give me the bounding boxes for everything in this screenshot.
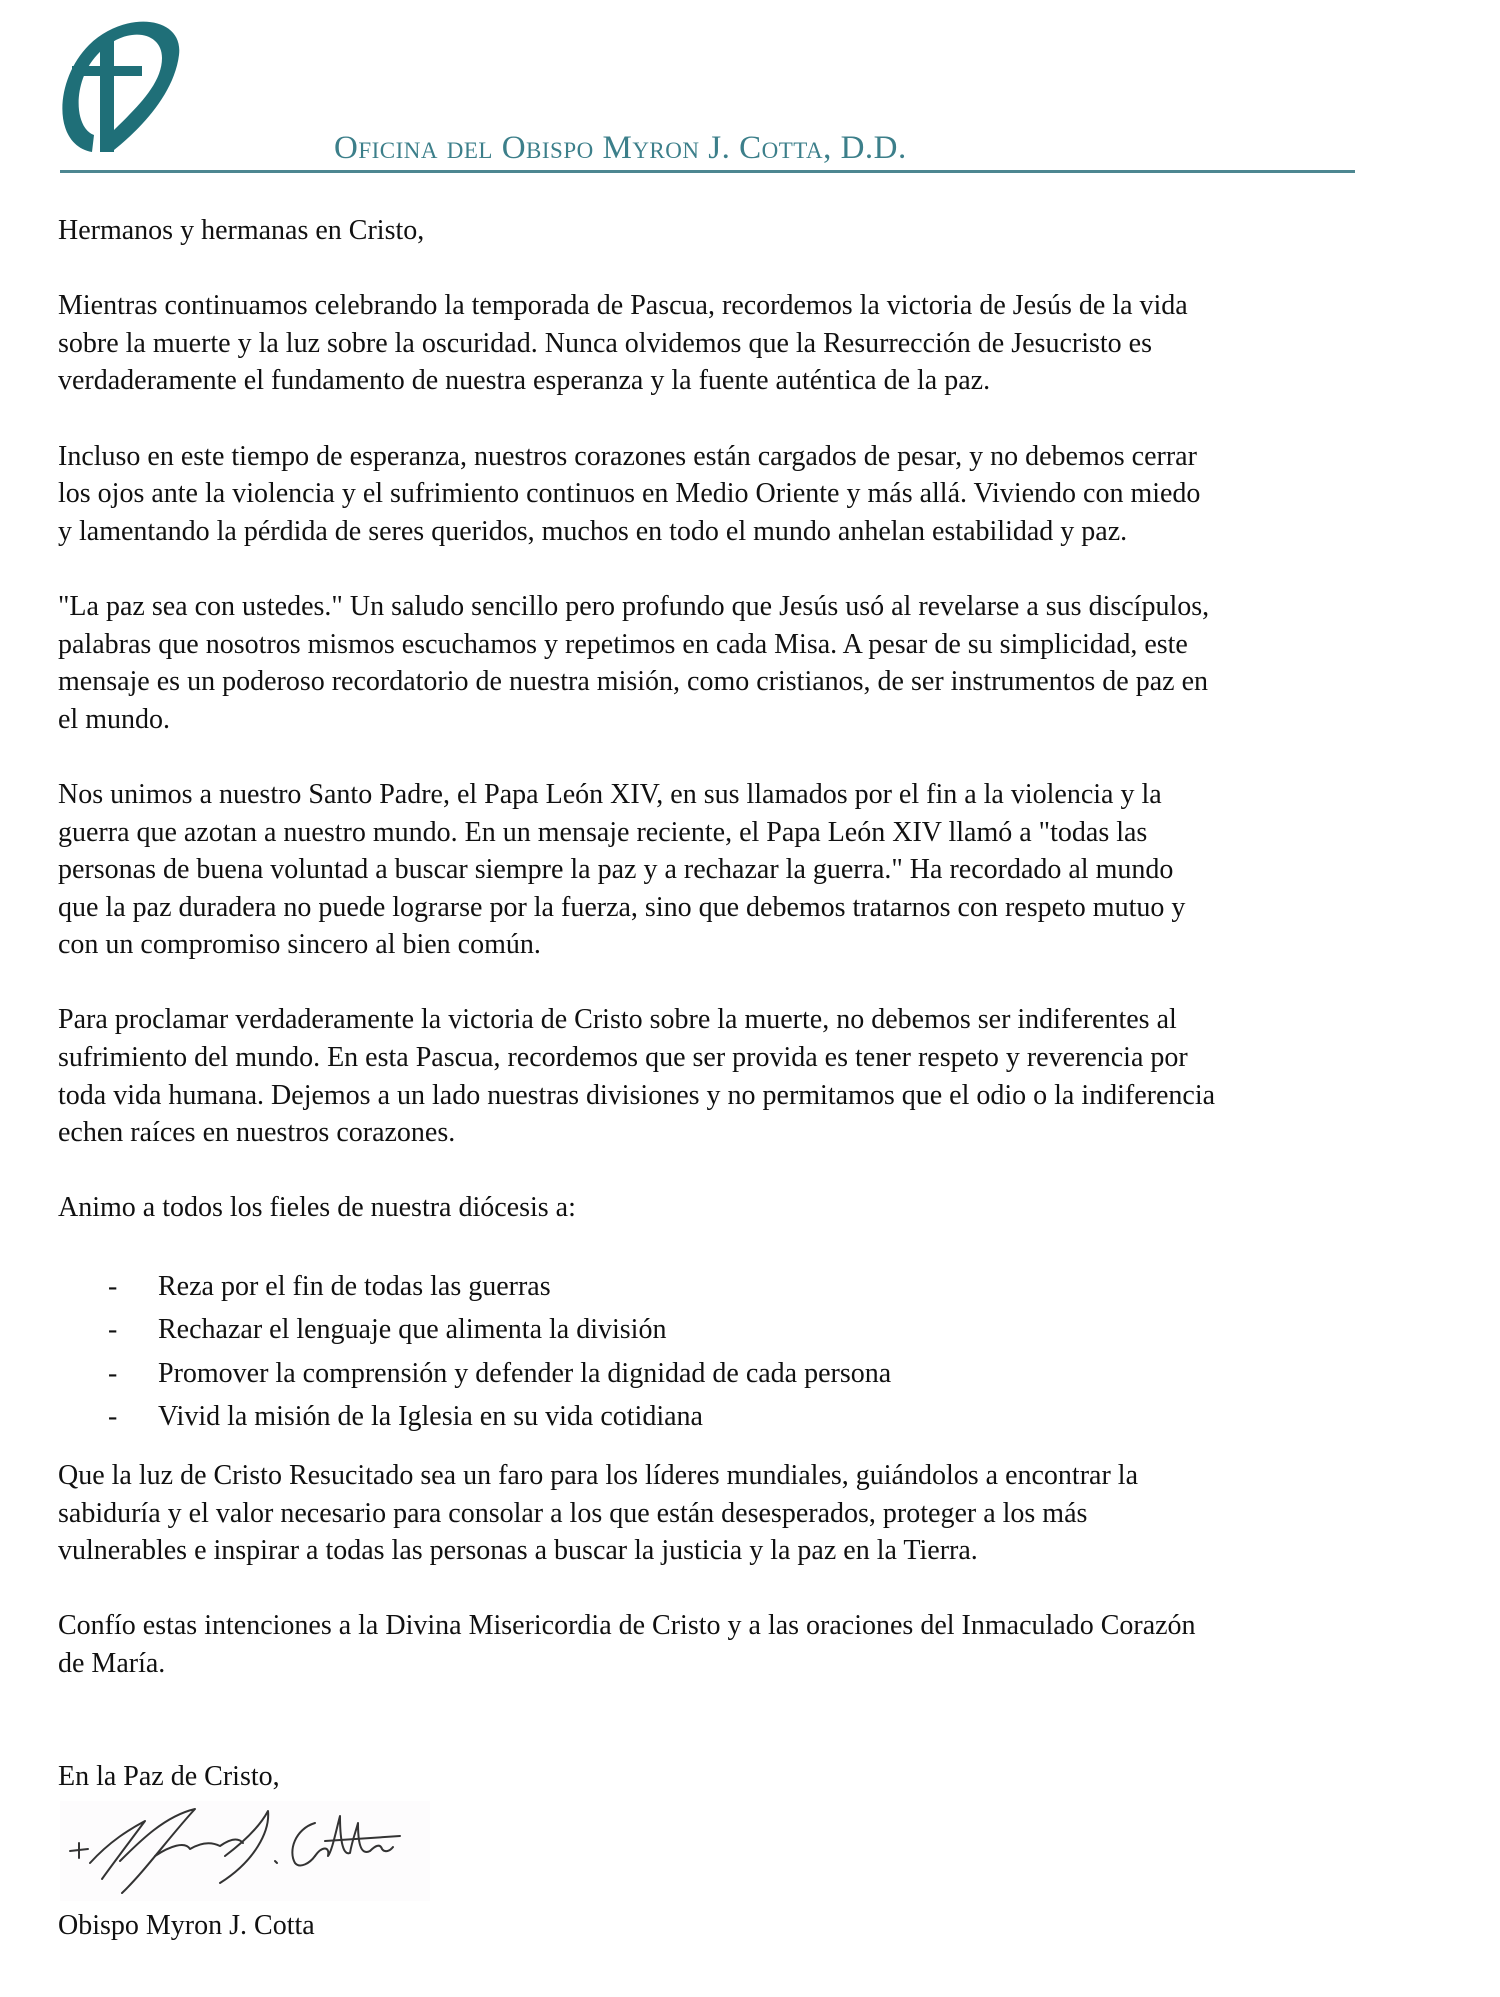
- list-intro-text: Animo a todos los fieles de nuestra diócesis a:: [58, 1192, 576, 1224]
- text-line: sobre la muerte y la luz sobre la oscuridad. Nunca olvidemos que la Resurrección de Jesucristo es: [58, 327, 1152, 359]
- text-line: Nos unimos a nuestro Santo Padre, el Papa León XIV, en sus llamados por el fin a la violencia y la: [58, 778, 1162, 810]
- valediction-text: En la Paz de Cristo,: [58, 1760, 280, 1792]
- list-item: [58, 1395, 1478, 1439]
- text-line: guerra que azotan a nuestro mundo. En un mensaje reciente, el Papa León XIV llamó a "todas las: [58, 816, 1148, 848]
- bullet-text: Promover la comprensión y defender la dignidad de cada persona: [158, 1357, 892, 1389]
- text-line: sabiduría y el valor necesario para consolar a los que están desesperados, proteger a los más: [58, 1497, 1088, 1529]
- list-item: [58, 1308, 1478, 1352]
- bullet-list: [58, 1265, 1478, 1439]
- text-line: verdaderamente el fundamento de nuestra esperanza y la fuente auténtica de la paz.: [58, 365, 991, 397]
- text-line: palabras que nosotros mismos escuchamos y repetimos en cada Misa. A pesar de su simplicidad, este: [58, 628, 1188, 660]
- text-line: los ojos ante la violencia y el sufrimiento continuos en Medio Oriente y más allá. Viviendo con miedo: [58, 478, 1201, 510]
- text-line: toda vida humana. Dejemos a un lado nuestras divisiones y no permitamos que el odio o la indiferencia: [58, 1079, 1216, 1111]
- paragraph-2: [58, 438, 1478, 551]
- text-line: y lamentando la pérdida de seres queridos, muchos en todo el mundo anhelan estabilidad y paz.: [58, 515, 1128, 547]
- bullet-text: Reza por el fin de todas las guerras: [158, 1270, 551, 1302]
- text-line: mensaje es un poderoso recordatorio de nuestra misión, como cristianos, de ser instrumentos de paz en: [58, 666, 1209, 698]
- bullet-dash: -: [108, 1270, 118, 1302]
- text-line: que la paz duradera no puede lograrse por la fuerza, sino que debemos tratarnos con respeto mutuo y: [58, 891, 1186, 923]
- letterhead: [0, 0, 1500, 200]
- list-item: [58, 1352, 1478, 1396]
- header-divider: [60, 170, 1355, 173]
- bullet-text: Vivid la misión de la Iglesia en su vida cotidiana: [158, 1401, 703, 1433]
- valediction: [58, 1758, 1478, 1796]
- greeting: [58, 212, 1478, 250]
- paragraph-6: [58, 1457, 1478, 1570]
- cross-in-circle-logo-icon: [34, 10, 184, 160]
- paragraph-3: [58, 588, 1478, 738]
- text-line: Confío estas intenciones a la Divina Misericordia de Cristo y a las oraciones del Inmaculado Corazón: [58, 1610, 1196, 1642]
- text-line: Mientras continuamos celebrando la temporada de Pascua, recordemos la victoria de Jesús de la vida: [58, 290, 1188, 322]
- bullet-dash: -: [108, 1357, 118, 1389]
- handwritten-signature: [60, 1801, 430, 1901]
- letter-body: [58, 212, 1478, 1945]
- text-line: personas de buena voluntad a buscar siempre la paz y a rechazar la guerra." Ha recordado al mundo: [58, 854, 1174, 886]
- bullet-text: Rechazar el lenguaje que alimenta la división: [158, 1314, 667, 1346]
- paragraph-1: [58, 287, 1478, 400]
- text-line: de María.: [58, 1647, 166, 1679]
- signer: [58, 1907, 1478, 1945]
- text-line: sufrimiento del mundo. En esta Pascua, recordemos que ser provida es tener respeto y reverencia por: [58, 1042, 1188, 1074]
- bullet-dash: -: [108, 1401, 118, 1433]
- text-line: Incluso en este tiempo de esperanza, nuestros corazones están cargados de pesar, y no debemos cerrar: [58, 440, 1197, 472]
- list-intro: [58, 1189, 1478, 1227]
- text-line: Que la luz de Cristo Resucitado sea un faro para los líderes mundiales, guiándolos a encontrar la: [58, 1460, 1138, 1491]
- signer-name: Obispo Myron J. Cotta: [58, 1910, 315, 1942]
- text-line: vulnerables e inspirar a todas las personas a buscar la justicia y la paz en la Tierra.: [58, 1535, 978, 1567]
- text-line: "La paz sea con ustedes." Un saludo sencillo pero profundo que Jesús usó al revelarse a sus discípulos,: [58, 590, 1210, 622]
- text-line: el mundo.: [58, 703, 170, 735]
- paragraph-5: [58, 1001, 1478, 1151]
- list-item: [58, 1265, 1478, 1309]
- paragraph-7: [58, 1607, 1478, 1682]
- office-title: Oficina del Obispo Myron J. Cotta, D.D.: [334, 130, 907, 166]
- text-line: con un compromiso sincero al bien común.: [58, 929, 541, 961]
- text-line: Para proclamar verdaderamente la victoria de Cristo sobre la muerte, no debemos ser indiferentes al: [58, 1004, 1177, 1036]
- text-line: echen raíces en nuestros corazones.: [58, 1117, 456, 1149]
- bullet-dash: -: [108, 1314, 118, 1346]
- greeting-text: Hermanos y hermanas en Cristo,: [58, 215, 425, 246]
- paragraph-4: [58, 776, 1478, 964]
